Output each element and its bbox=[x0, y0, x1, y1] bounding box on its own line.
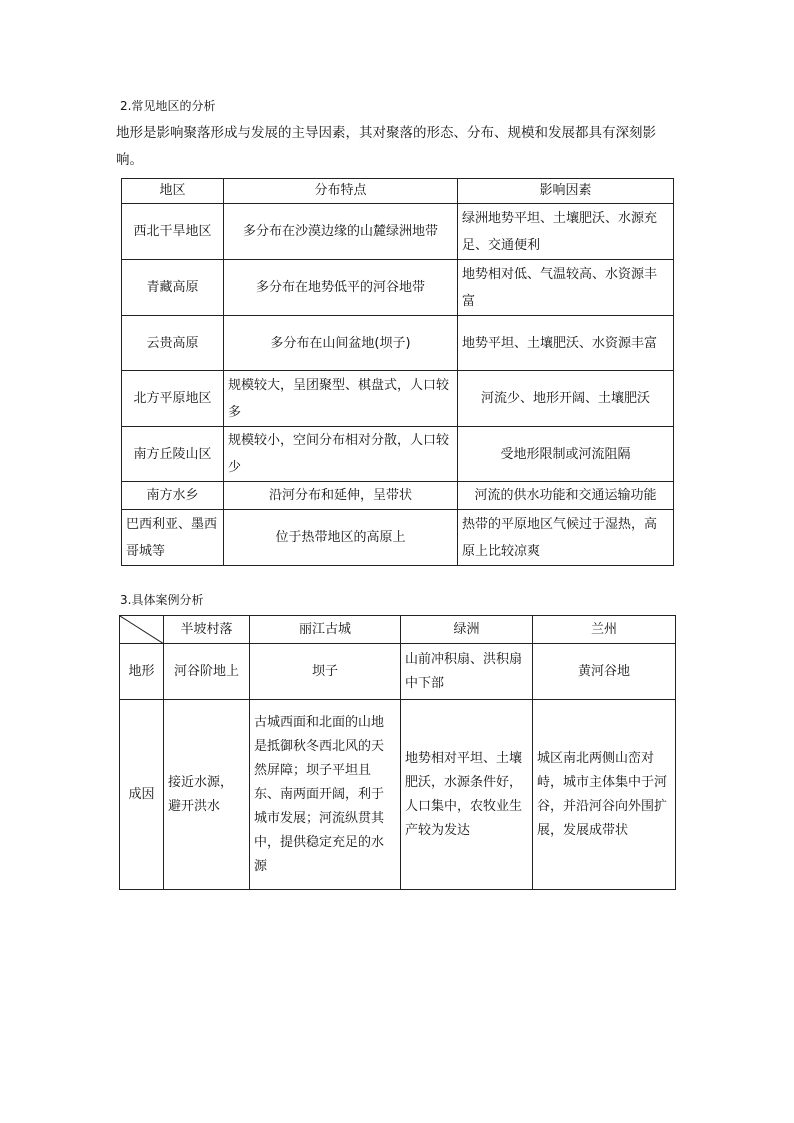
region-cell: 西北干旱地区 bbox=[122, 204, 224, 260]
section-2-heading: 2.常见地区的分析 bbox=[120, 99, 216, 113]
case-analysis-table bbox=[119, 615, 676, 890]
header-cell: 影响因素 bbox=[458, 179, 674, 204]
factor-cell: 受地形限制或河流阻隔 bbox=[458, 427, 674, 482]
header-cell: 地区 bbox=[122, 179, 224, 204]
row-label: 地形 bbox=[120, 644, 164, 700]
table-row bbox=[120, 644, 676, 700]
diagonal-header-cell bbox=[120, 616, 164, 644]
distribution-cell: 规模较大，呈团聚型、棋盘式，人口较多 bbox=[224, 371, 458, 427]
distribution-cell: 规模较小，空间分布相对分散，人口较少 bbox=[224, 427, 458, 482]
distribution-cell: 位于热带地区的高原上 bbox=[224, 510, 458, 566]
header-cell: 半坡村落 bbox=[164, 616, 250, 644]
factor-cell: 河流少、地形开阔、土壤肥沃 bbox=[458, 371, 674, 427]
table-row bbox=[122, 371, 674, 427]
region-cell: 南方水乡 bbox=[122, 482, 224, 510]
table-cell: 河谷阶地上 bbox=[164, 644, 250, 700]
region-cell: 巴西利亚、墨西哥城等 bbox=[122, 510, 224, 566]
distribution-cell: 多分布在地势低平的河谷地带 bbox=[224, 260, 458, 316]
region-cell: 南方丘陵山区 bbox=[122, 427, 224, 482]
factor-cell: 热带的平原地区气候过于湿热，高原上比较凉爽 bbox=[458, 510, 674, 566]
regions-table bbox=[121, 178, 674, 566]
header-cell: 丽江古城 bbox=[250, 616, 401, 644]
distribution-cell: 多分布在山间盆地(坝子) bbox=[224, 316, 458, 371]
table-cell: 古城西面和北面的山地是抵御秋冬西北风的天然屏障；坝子平坦且东、南两面开阔，利于城市发展；河流纵贯其中，提供稳定充足的水源 bbox=[250, 700, 401, 890]
diagonal-line bbox=[120, 616, 164, 644]
row-label: 成因 bbox=[120, 700, 164, 890]
table-header-row bbox=[122, 179, 674, 204]
table-header-row bbox=[120, 616, 676, 644]
header-cell: 分布特点 bbox=[224, 179, 458, 204]
section-2-paragraph: 地形是影响聚落形成与发展的主导因素，其对聚落的形态、分布、规模和发展都具有深刻影响。 bbox=[116, 125, 656, 168]
table-row bbox=[122, 316, 674, 371]
region-cell: 云贵高原 bbox=[122, 316, 224, 371]
table-row bbox=[120, 700, 676, 890]
header-cell: 兰州 bbox=[533, 616, 676, 644]
table-row bbox=[122, 510, 674, 566]
table-cell: 黄河谷地 bbox=[533, 644, 676, 700]
distribution-cell: 多分布在沙漠边缘的山麓绿洲地带 bbox=[224, 204, 458, 260]
table-cell: 城区南北两侧山峦对峙，城市主体集中于河谷，并沿河谷向外围扩展，发展成带状 bbox=[533, 700, 676, 890]
table-cell: 坝子 bbox=[250, 644, 401, 700]
table-row bbox=[122, 427, 674, 482]
factor-cell: 绿洲地势平坦、土壤肥沃、水源充足、交通便利 bbox=[458, 204, 674, 260]
factor-cell: 河流的供水功能和交通运输功能 bbox=[458, 482, 674, 510]
table-row bbox=[122, 482, 674, 510]
table-cell: 地势相对平坦、土壤肥沃，水源条件好，人口集中，农牧业生产较为发达 bbox=[401, 700, 533, 890]
table-row bbox=[122, 260, 674, 316]
factor-cell: 地势相对低、气温较高、水资源丰富 bbox=[458, 260, 674, 316]
distribution-cell: 沿河分布和延伸，呈带状 bbox=[224, 482, 458, 510]
table-cell: 山前冲积扇、洪积扇中下部 bbox=[401, 644, 533, 700]
table-row bbox=[122, 204, 674, 260]
region-cell: 北方平原地区 bbox=[122, 371, 224, 427]
section-3-heading: 3.具体案例分析 bbox=[120, 593, 204, 607]
header-cell: 绿洲 bbox=[401, 616, 533, 644]
region-cell: 青藏高原 bbox=[122, 260, 224, 316]
factor-cell: 地势平坦、土壤肥沃、水资源丰富 bbox=[458, 316, 674, 371]
table-cell: 接近水源，避开洪水 bbox=[164, 700, 250, 890]
